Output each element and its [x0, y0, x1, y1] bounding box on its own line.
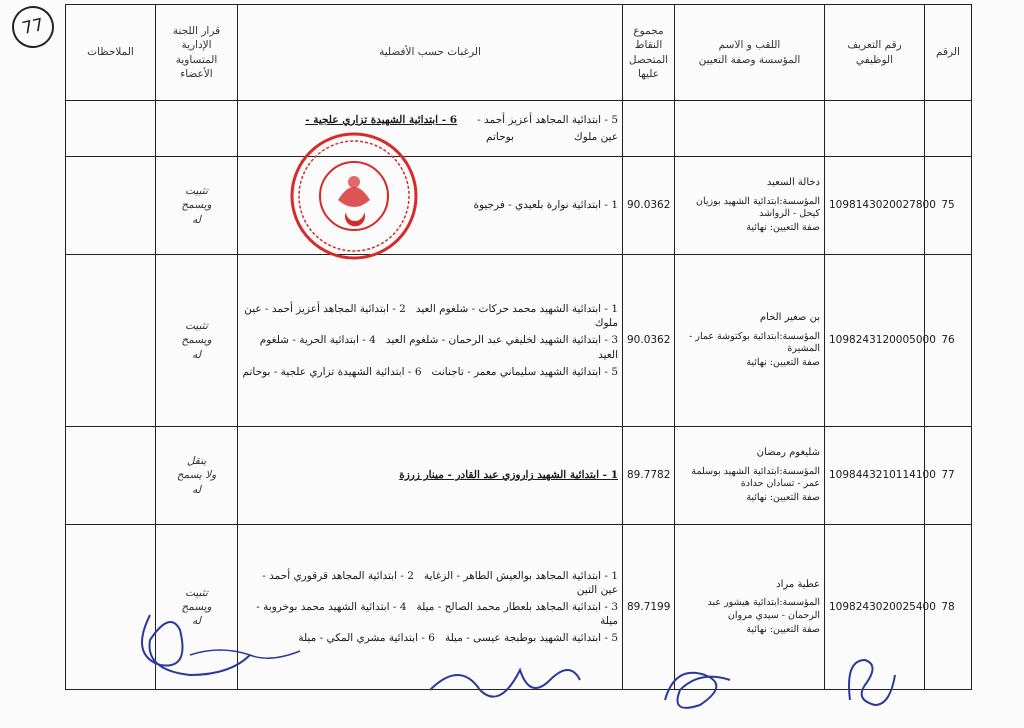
row-points: 89.7782	[623, 427, 675, 525]
row-wishes: 1 - ابتدائية الشهيد زاروزي عبد القادر - مينار زرزة	[238, 427, 623, 525]
row-decision: تثبيت ويسمح له	[156, 157, 238, 255]
table-row	[66, 525, 972, 690]
row-wishes: 1 - ابتدائية نوارة بلعيدي - فرجيوة	[238, 157, 623, 255]
row-name: عطية مراد المؤسسة:ابتدائية هيشور عبد الرحمان - سيدي مروان صفة التعيين: نهائية	[675, 525, 825, 690]
row-points: 89.7199	[623, 525, 675, 690]
table-row	[66, 255, 972, 427]
carryover-row	[66, 101, 972, 157]
row-rank: 78	[925, 525, 972, 690]
row-decision: تثبيت ويسمح له	[156, 255, 238, 427]
carryover-wishes: 5 - ابتدائية المجاهد أعزيز أحمد - 6 - ابتدائية الشهيدة تزاري علجية - عين ملوك بوحاتم	[238, 101, 623, 157]
row-job-id: 1098143020027800	[825, 157, 925, 255]
header-committee: قرار اللجنة الإدارية المتساوية الأعضاء	[156, 5, 238, 101]
row-job-id: 1098243120005000	[825, 255, 925, 427]
header-points: مجموع النقاط المتحصل عليها	[623, 5, 675, 101]
page-number: 77	[8, 2, 58, 52]
row-job-id: 1098443210114100	[825, 427, 925, 525]
row-rank: 77	[925, 427, 972, 525]
row-decision: تثبيت ويسمح له	[156, 525, 238, 690]
row-rank: 76	[925, 255, 972, 427]
row-points: 90.0362	[623, 255, 675, 427]
row-decision: ينقل ولا يسمح له	[156, 427, 238, 525]
header-rank: الرقم	[925, 5, 972, 101]
table-row	[66, 157, 972, 255]
header-job-id: رقم التعريف الوظيفي	[825, 5, 925, 101]
header-wishes: الرغبات حسب الأفضلية	[238, 5, 623, 101]
row-points: 90.0362	[623, 157, 675, 255]
row-name: شليغوم رمضان المؤسسة:ابتدائية الشهيد بوسلمة عمر - تسادان حدادة صفة التعيين: نهائية	[675, 427, 825, 525]
official-stamp-icon	[286, 128, 422, 264]
header-name: اللقب و الاسم المؤسسة وصفة التعيين	[675, 5, 825, 101]
row-wishes: 1 - ابتدائية الشهيد محمد حركات - شلغوم العيد 2 - ابتدائية المجاهد أعزيز أحمد - عين ملوك 3 - ابتدائية الشهيد لخليفي عبد الرحمان - شلغوم العيد 4 - ابتدائية الحرية - شلغوم العيد 5 - ابتدائية الشهيد سليماني معمر - تاجنانت 6 - ابتدائية الشهيدة تزاري علجية - بوحاتم	[238, 255, 623, 427]
row-name: بن صغير الحام المؤسسة:ابتدائية بوكتوشة عمار - المشيرة صفة التعيين: نهائية	[675, 255, 825, 427]
row-rank: 75	[925, 157, 972, 255]
header-notes: الملاحظات	[66, 5, 156, 101]
transfer-table	[65, 4, 972, 690]
row-wishes: 1 - ابتدائية المجاهد بوالعيش الطاهر - الزغاية 2 - ابتدائية المجاهد قرقوري أحمد - عين التين 3 - ابتدائية المجاهد بلعطار محمد الصالح - ميلة 4 - ابتدائية الشهيد محمد بوخروبة - ميلة 5 - ابتدائية الشهيد بوطبجة عيسى - ميلة 6 - ابتدائية مشري المكي - ميلة	[238, 525, 623, 690]
table-row	[66, 427, 972, 525]
header-row	[66, 5, 972, 101]
row-name: دخالة السعيد المؤسسة:ابتدائية الشهيد بوزيان كيحل - الرواشد صفة التعيين: نهائية	[675, 157, 825, 255]
row-job-id: 1098243020025400	[825, 525, 925, 690]
